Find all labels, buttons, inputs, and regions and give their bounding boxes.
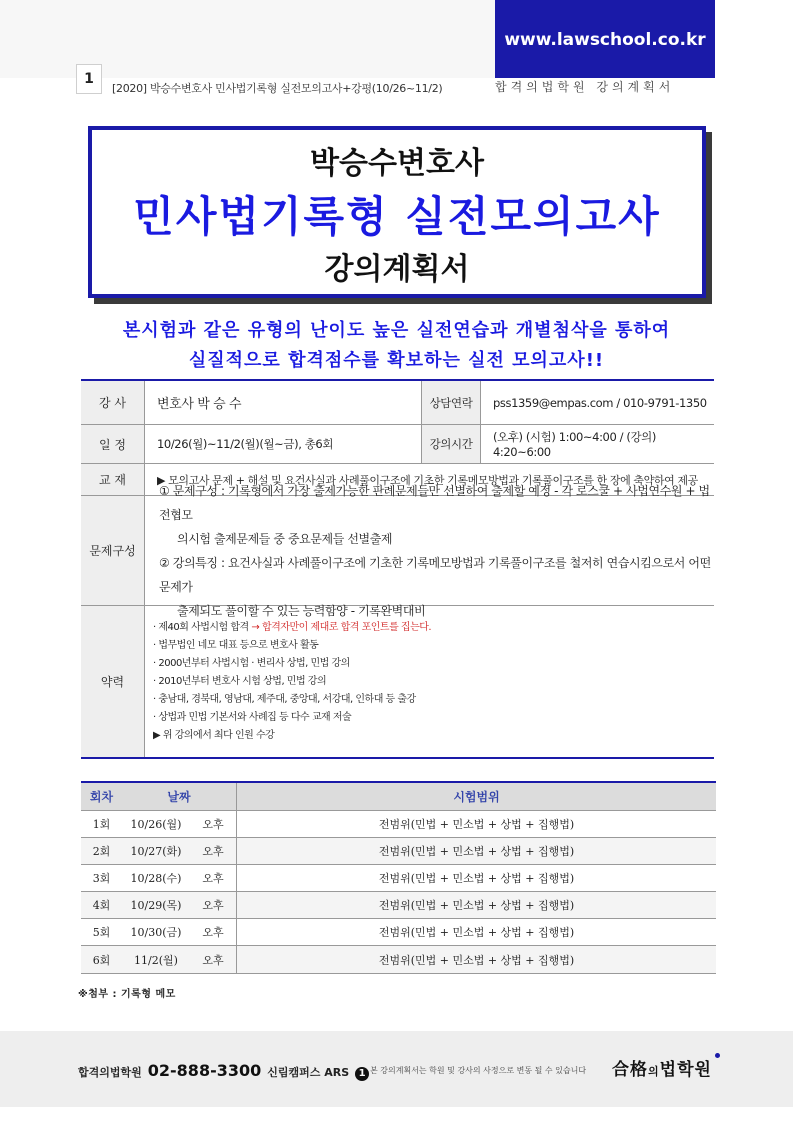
academy-logo xyxy=(612,1055,712,1080)
attachment-note: ※첨부 : 기록형 메모 xyxy=(78,989,176,1000)
career-highlight: → 합격자만이 제대로 합격 포인트를 집는다. xyxy=(251,621,432,633)
info-row-composition xyxy=(81,483,714,618)
career-text: · 제40회 사법시험 합격 xyxy=(153,621,249,633)
time-cell: 오후 xyxy=(202,818,224,831)
date-cell: 10/27(화) xyxy=(130,845,182,858)
schedule-label: 일 정 xyxy=(81,425,145,463)
schedule-body xyxy=(81,811,716,973)
career-list xyxy=(145,606,714,757)
composition-label: 문제구성 xyxy=(81,496,145,605)
material-label: 교 재 xyxy=(81,464,145,495)
career-label: 약력 xyxy=(81,606,145,757)
round-cell: 2회 xyxy=(92,845,111,858)
slogan-line-2: 실질적으로 합격점수를 확보하는 실전 모의고사!! xyxy=(188,350,605,371)
table-row xyxy=(81,919,716,946)
time-cell: 오후 xyxy=(202,872,224,885)
composition-item: 의시험 출제문제들 중 중요문제들 선별출제 xyxy=(177,531,393,546)
table-row xyxy=(81,892,716,919)
time-value: (오후) (시험) 1:00~4:00 / (강의) 4:20~6:00 xyxy=(493,430,656,459)
career-item: · 법무법인 네모 대표 등으로 변호사 활동 xyxy=(153,639,319,651)
career-item: ▶ 위 강의에서 최다 인원 수강 xyxy=(153,729,275,741)
time-cell: 오후 xyxy=(202,899,224,912)
table-row xyxy=(81,811,716,838)
header-org-plan: 합격의법학원 강의계획서 xyxy=(495,80,675,94)
top-band-grey xyxy=(0,0,495,78)
footer-disclaimer: 본 강의계획서는 학원 및 강사의 사정으로 변동 될 수 있습니다 xyxy=(370,1066,587,1075)
header-date: 날짜 xyxy=(167,790,191,804)
header-scope: 시험범위 xyxy=(236,783,716,810)
course-info-table xyxy=(81,379,714,759)
page-number: 1 xyxy=(76,64,102,94)
footer-phone[interactable]: 02-888-3300 xyxy=(147,1061,262,1080)
round-cell: 1회 xyxy=(92,818,111,831)
schedule-value: 10/26(월)~11/2(월)(월~금), 총6회 xyxy=(157,437,334,451)
schedule-header-row xyxy=(81,783,716,811)
table-row xyxy=(81,946,716,973)
table-row xyxy=(81,838,716,865)
composition-item: ② 강의특징 : 요건사실과 사례풀이구조에 기초한 기록메모방법과 기록풀이구조를 철저히 연습시킴으로서 어떤 문제가 xyxy=(159,555,711,594)
time-cell: 오후 xyxy=(202,845,224,858)
footer-contact xyxy=(78,1061,369,1081)
title-course: 민사법기록형 실전모의고사 xyxy=(133,192,661,241)
schedule-table xyxy=(81,781,716,974)
time-label: 강의시간 xyxy=(421,425,481,463)
document-title: [2020] 박승수변호사 민사법기록형 실전모의고사+강평(10/26~11/2) xyxy=(112,82,443,95)
composition-item: ① 문제구성 : 기록형에서 가장 출제가능한 판례문제들만 선별하여 출제할 예정 - 각 로스쿨 + 사법연수원 + 법전협모 xyxy=(159,483,710,522)
time-cell: 오후 xyxy=(202,926,224,939)
scope-cell: 전범위(민법 + 민소법 + 상법 + 집행법) xyxy=(236,811,716,837)
date-cell: 11/2(월) xyxy=(134,953,178,967)
time-cell: 오후 xyxy=(202,953,224,967)
scope-cell: 전범위(민법 + 민소법 + 상법 + 집행법) xyxy=(236,946,716,973)
composition-item: 출제되도 풀이할 수 있는 능력함양 - 기록완벽대비 xyxy=(177,603,426,618)
instructor-name: 변호사 박 승 수 xyxy=(157,397,242,412)
scope-cell: 전범위(민법 + 민소법 + 상법 + 집행법) xyxy=(236,865,716,891)
round-cell: 5회 xyxy=(92,926,111,939)
career-item: · 충남대, 경북대, 영남대, 제주대, 중앙대, 서강대, 인하대 등 출강 xyxy=(153,693,416,705)
info-row-instructor xyxy=(81,381,714,425)
career-item: · 상법과 민법 기본서와 사례집 등 다수 교재 저술 xyxy=(153,711,352,723)
composition-list xyxy=(145,483,714,618)
scope-cell: 전범위(민법 + 민소법 + 상법 + 집행법) xyxy=(236,892,716,918)
logo-hanja: 合格 xyxy=(612,1060,648,1080)
footer xyxy=(0,1031,793,1107)
header-round: 회차 xyxy=(89,790,114,804)
round-cell: 4회 xyxy=(92,899,111,912)
career-item xyxy=(153,619,431,637)
contact-value[interactable]: pss1359@empas.com / 010-9791-1350 xyxy=(493,395,707,410)
title-instructor: 박승수변호사 xyxy=(310,146,484,181)
website-url[interactable]: www.lawschool.co.kr xyxy=(495,0,715,78)
date-cell: 10/28(수) xyxy=(130,872,182,885)
logo-particle: 의 xyxy=(648,1065,660,1078)
logo-text: 법학원 xyxy=(659,1060,712,1080)
contact-label: 상담연락 xyxy=(421,381,481,424)
logo-dot-icon xyxy=(715,1053,720,1058)
material-value: ▶ 모의고사 문제 + 해설 및 요건사실과 사례풀이구조에 기초한 기록메모방법과 기록풀이구조를 한 장에 축약하여 제공 xyxy=(157,473,698,487)
slogan-line-1: 본시험과 같은 유형의 난이도 높은 실전연습과 개별첨삭을 통하여 xyxy=(122,320,671,341)
date-cell: 10/26(월) xyxy=(130,818,182,831)
info-row-career xyxy=(81,606,714,757)
scope-cell: 전범위(민법 + 민소법 + 상법 + 집행법) xyxy=(236,838,716,864)
info-row-schedule xyxy=(81,425,714,464)
ars-number-icon: 1 xyxy=(355,1067,369,1081)
date-cell: 10/30(금) xyxy=(130,926,182,939)
round-cell: 3회 xyxy=(92,872,111,885)
scope-cell: 전범위(민법 + 민소법 + 상법 + 집행법) xyxy=(236,919,716,945)
footer-org: 합격의법학원 xyxy=(78,1066,142,1079)
instructor-value xyxy=(145,381,421,424)
date-cell: 10/29(목) xyxy=(130,899,182,912)
instructor-label: 강 사 xyxy=(81,381,145,424)
footer-campus: 신림캠퍼스 ARS xyxy=(267,1066,350,1079)
title-box xyxy=(88,126,706,298)
table-row xyxy=(81,865,716,892)
career-item: · 2000년부터 사법시험 · 변리사 상법, 민법 강의 xyxy=(153,657,350,669)
round-cell: 6회 xyxy=(92,953,111,967)
career-item: · 2010년부터 변호사 시험 상법, 민법 강의 xyxy=(153,675,327,687)
title-plan: 강의계획서 xyxy=(324,252,470,287)
